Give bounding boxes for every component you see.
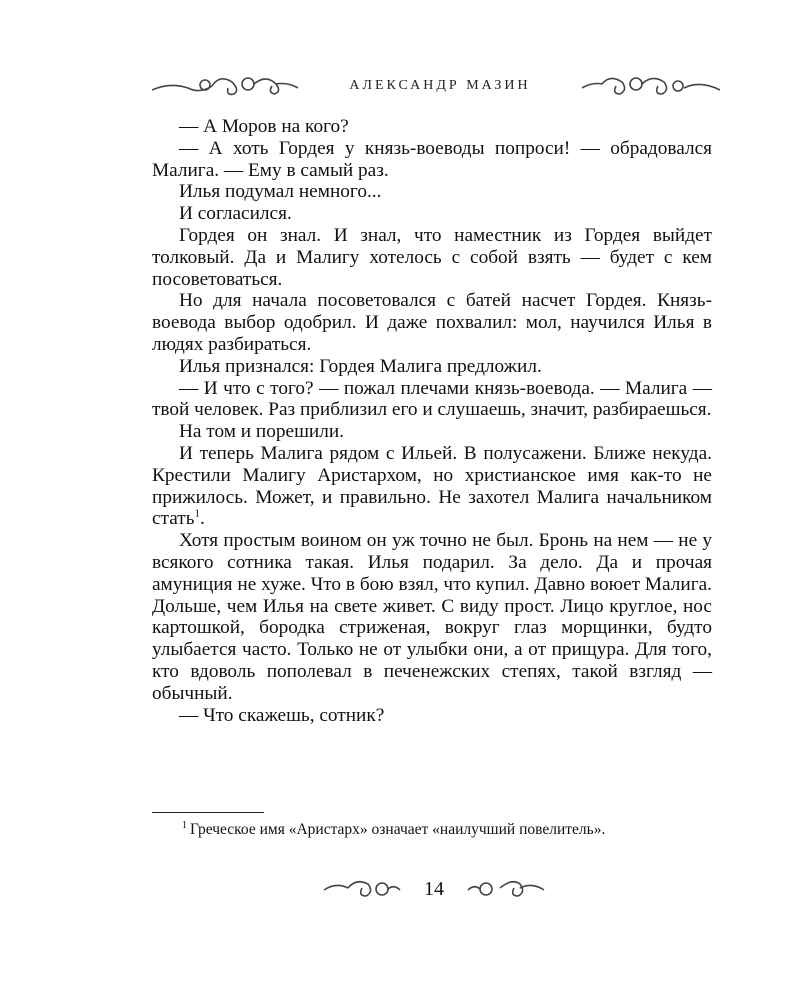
paragraph: — А Моров на кого?	[179, 116, 349, 137]
paragraph: И согласился.	[179, 203, 292, 225]
footnote	[152, 820, 712, 840]
footnote-text: Греческое имя «Аристарх» означает «наилучший повелитель».	[190, 821, 606, 838]
footnote-divider	[152, 812, 264, 813]
footnote-reference[interactable]: 1	[194, 507, 200, 520]
paragraph: Но для начала посоветовался с батей насчет Гордея. Князь-воевода выбор одобрил. И даже похвалил: мол, научился Илья в людях разбираться.	[152, 290, 712, 355]
paragraph: — Что скажешь, сотник?	[179, 704, 385, 726]
paragraph-text: И теперь Малига рядом с Ильей. В полусажени. Ближе некуда. Крестили Малигу Аристархом, но христианское имя как-то не прижилось. Может, и правильно. Не захотел Малига начальником стать	[152, 442, 712, 530]
paragraph: Илья признался: Гордея Малига предложил.	[179, 355, 542, 377]
paragraph: Илья подумал немного...	[179, 181, 382, 203]
page-number: 14	[424, 878, 444, 900]
running-header	[150, 66, 722, 106]
body-text	[152, 116, 712, 726]
flourish-ornament-right-icon	[580, 70, 722, 102]
paragraph: Гордея он знал. И знал, что наместник из Гордея выйдет толковый. Да и Малигу хотелось с собой взять — будет с кем посоветоваться.	[152, 224, 712, 290]
flourish-ornament-icon	[466, 874, 546, 904]
paragraph: Хотя простым воином он уж точно не был. Бронь на нем — не у всякого сотника такая. Илья подарил. За дело. Да и прочая амуниция не хуже. Что в бою взял, что купил. Давно воюет Малига. Дольше, чем Илья на свете живет. С виду прост. Лицо круглое, нос картошкой, бородка стриженая, вокруг глаз морщинки, будто улыбается часто. Только не от улыбки они, а от прищура. Для того, кто вдоволь пополевал в печенежских степях, такой взгляд — обычный.	[152, 530, 712, 704]
running-title: АЛЕКСАНДР МАЗИН	[349, 78, 531, 93]
page-folio	[322, 866, 546, 910]
flourish-ornament-left-icon	[150, 70, 300, 102]
paragraph: — И что с того? — пожал плечами князь-воевода. — Малига — твой человек. Раз приблизил его и слушаешь, значит, разбираешься.	[152, 377, 712, 421]
paragraph-with-footnote: И теперь Малига рядом с Ильей. В полусажени. Ближе некуда. Крестили Малигу Аристархом, но христианское имя как-то не прижилось. Может, и правильно. Не захотел Малига начальником стать$^1$.	[152, 442, 712, 530]
flourish-ornament-icon	[322, 874, 402, 904]
footnote-marker: 1	[182, 819, 187, 831]
paragraph: На том и порешили.	[179, 421, 344, 443]
paragraph: — А хоть Гордея у князь-воеводы попроси! — обрадовался Малига. — Ему в самый раз.	[152, 137, 712, 181]
